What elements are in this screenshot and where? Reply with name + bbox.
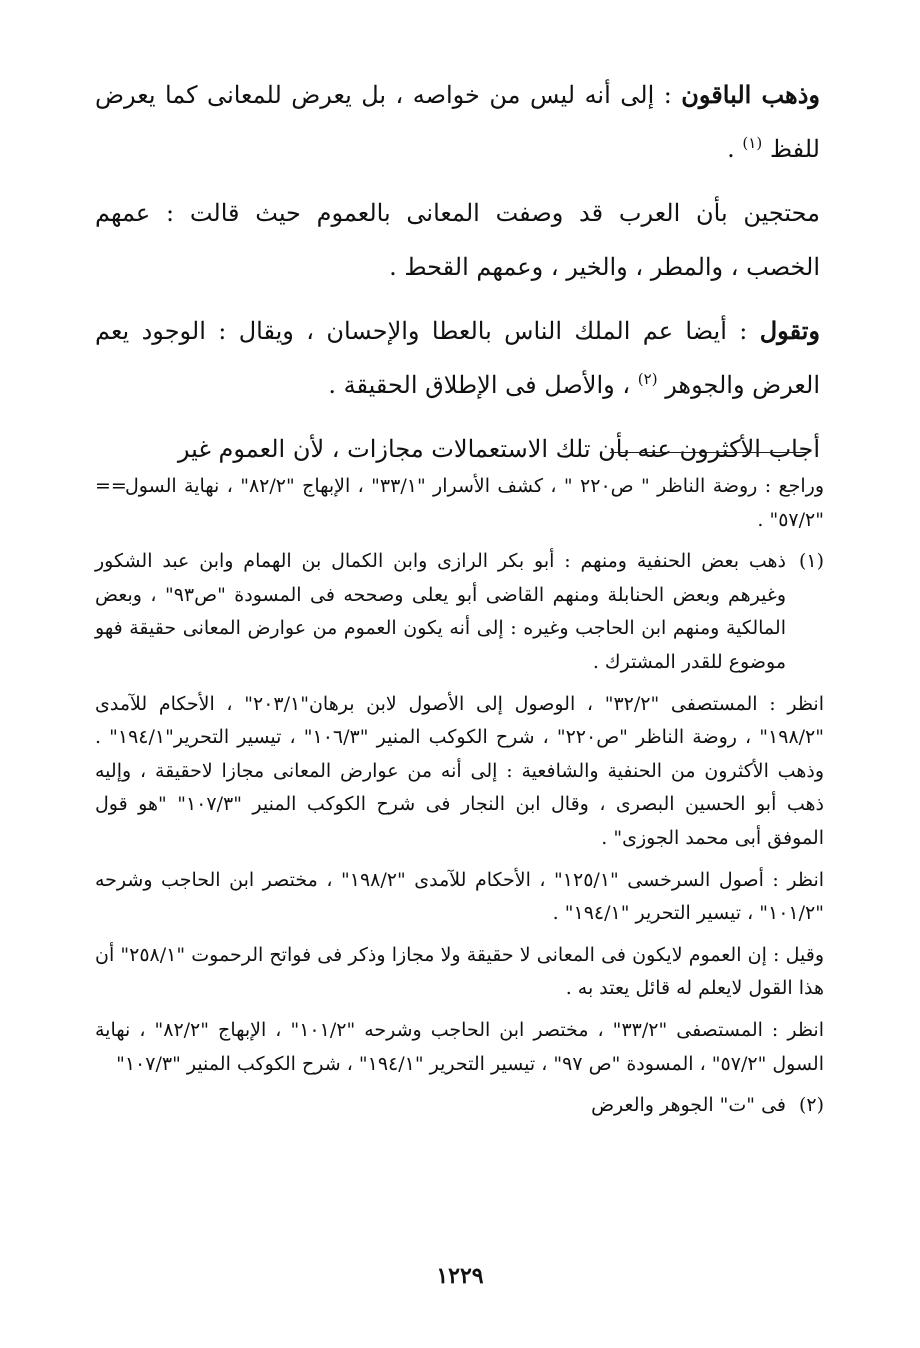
paragraph-1 <box>95 68 820 176</box>
footnote-label: (١) <box>798 550 824 573</box>
footnote-1-part <box>95 864 824 931</box>
footnote-text: انظر : أصول السرخسى "١٢٥/١" ، الأحكام للآمدى "١٩٨/٢" ، مختصر ابن الحاجب وشرحه "١٠١/٢" ، تيسير التحرير "١٩٤/١" . <box>95 868 825 925</box>
paragraph-3 <box>95 304 820 412</box>
footnote-1 <box>95 545 824 679</box>
footnote-2 <box>95 1089 824 1123</box>
lead-phrase: وذهب الباقون <box>681 80 820 109</box>
paragraph-2 <box>95 186 820 294</box>
paragraph-text: : أيضا عم الملك الناس بالعطا والإحسان ، ويقال : الوجود يعم العرض والجوهر <box>95 317 820 399</box>
footnote-text: ذهب بعض الحنفية ومنهم : أبو بكر الرازى وابن الكمال بن الهمام وابن عبد الشكور وغيرهم وبعض الحنابلة ومنهم القاضى أبو يعلى وصححه فى المسودة "ص٩٣" ، وبعض المالكية ومنهم ابن الحاجب وغيره : إلى أنه يكون العموم من عوارض المعانى حقيقة فهو موضوع للقدر المشترك . <box>95 550 786 673</box>
footnote-continuation <box>95 470 824 537</box>
paragraph-end: . <box>727 135 735 163</box>
footnotes <box>95 470 824 1131</box>
footnote-text: وراجع : روضة الناظر " ص٢٢٠ " ، كشف الأسرار "٣٣/١" ، الإبهاج "٨٢/٢" ، نهاية السول "٥٧/٢" . <box>125 475 824 531</box>
footnote-text: انظر : المستصفى "٣٣/٢" ، مختصر ابن الحاجب وشرحه "١٠١/٢" ، الإبهاج "٨٢/٢" ، نهاية السول "٥٧/٢" ، المسودة "ص ٩٧" ، تيسير التحرير "١٩٤/١" ، شرح الكوكب المنير "١٠٧/٣" <box>95 1018 824 1075</box>
footnote-1-part <box>95 1014 824 1081</box>
main-text <box>95 68 820 486</box>
footnote-1-part <box>95 939 824 1006</box>
footnote-separator <box>610 452 808 453</box>
footnote-ref: (١) <box>742 134 763 152</box>
footnote-ref: (٢) <box>637 370 658 388</box>
page-number: ١٢٢٩ <box>436 1263 484 1289</box>
paragraph-text: محتجين بأن العرب قد وصفت المعانى بالعموم حيث قالت : عمهم الخصب ، والمطر ، والخير ، وعمهم القحط . <box>95 199 820 281</box>
footnote-label: == <box>95 475 127 497</box>
footnote-text: وقيل : إن العموم لايكون فى المعانى لا حقيقة ولا مجازا وذكر فى فواتح الرحموت "٢٥٨/١" أن هذا القول لايعلم له قائل يعتد به . <box>95 943 825 1000</box>
paragraph-text: أجاب الأكثرون عنه بأن تلك الاستعمالات مجازات ، لأن العموم غير <box>177 435 820 463</box>
paragraph-end: ، والأصل فى الإطلاق الحقيقة . <box>328 371 631 399</box>
paragraph-text: : إلى أنه ليس من خواصه ، بل يعرض للمعانى كما يعرض للفظ <box>95 81 820 163</box>
footnote-text: فى "ت" الجوهر والعرض <box>591 1094 786 1117</box>
paragraph-4 <box>95 422 820 476</box>
footnote-text: انظر : المستصفى "٣٢/٢" ، الوصول إلى الأصول لابن برهان"٢٠٣/١" ، الأحكام للآمدى "١٩٨/٢" ، روضة الناظر "ص٢٢٠" ، شرح الكوكب المنير "١٠٦/٣" ، تيسير التحرير"١٩٤/١" . وذهب الأكثرون من الحنفية والشافعية : إلى أنه من عوارض المعانى مجازا لاحقيقة ، وإليه ذهب أبو الحسين البصرى ، وقال ابن النجار فى شرح الكوكب المنير "١٠٧/٣" "هو قول الموفق أبى محمد الجوزى" . <box>95 692 825 849</box>
lead-phrase: وتقول <box>759 316 820 345</box>
footnote-1-part <box>95 688 824 856</box>
footnote-label: (٢) <box>798 1094 824 1117</box>
